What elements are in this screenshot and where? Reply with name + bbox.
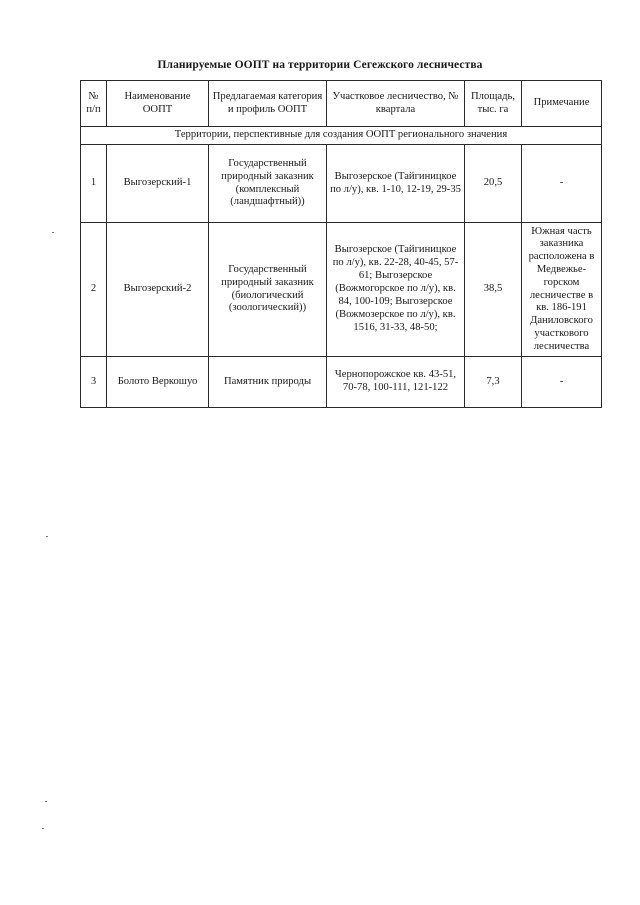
header-area: Площадь, тыс. га [465, 81, 522, 127]
row-forestry: Чернопорожское кв. 43-51, 70-78, 100-111, 121-122 [327, 357, 465, 408]
row-forestry: Выгозерское (Тайгиницкое по л/у), кв. 1-10, 12-19, 29-35 [327, 145, 465, 223]
scan-speck [42, 828, 44, 829]
row-category: Государственный природный заказник (комплексный (ландшафтный)) [209, 145, 327, 223]
scan-speck [45, 801, 47, 802]
row-name: Выгозерский-1 [107, 145, 209, 223]
row-number: 1 [81, 145, 107, 223]
row-name: Выгозерский-2 [107, 223, 209, 357]
table-row [81, 223, 602, 357]
row-category: Памятник природы [209, 357, 327, 408]
row-forestry: Выгозерское (Тайгиницкое по л/у), кв. 22-28, 40-45, 57-61; Выгозерское (Вожмогорское по л/у), кв. 84, 100-109; Выгозерское (Вожмозерское по л/у), кв. 1516, 31-33, 48-50; [327, 223, 465, 357]
section-row [81, 127, 602, 145]
table-row [81, 357, 602, 408]
row-area: 20,5 [465, 145, 522, 223]
header-category: Предлагаемая категория и профиль ООПТ [209, 81, 327, 127]
document-title: Планируемые ООПТ на территории Сегежского лесничества [157, 59, 483, 71]
header-forestry: Участковое лесничество, № квартала [327, 81, 465, 127]
row-number: 3 [81, 357, 107, 408]
table-row [81, 145, 602, 223]
section-label: Территории, перспективные для создания ООПТ регионального значения [81, 127, 602, 145]
header-number: № п/п [81, 81, 107, 127]
header-note: Примечание [522, 81, 602, 127]
row-name: Болото Веркошуо [107, 357, 209, 408]
row-number: 2 [81, 223, 107, 357]
oopt-table [80, 80, 602, 408]
table-header-row [81, 81, 602, 127]
row-category: Государственный природный заказник (биологический (зоологический)) [209, 223, 327, 357]
scan-speck [52, 232, 54, 233]
row-note: Южная часть заказника расположена в Медвежье-горском лесничестве в кв. 186-191 Даниловского участкового лесничества [522, 223, 602, 357]
scan-speck [46, 536, 48, 537]
row-area: 38,5 [465, 223, 522, 357]
row-note: - [522, 357, 602, 408]
row-area: 7,3 [465, 357, 522, 408]
header-name: Наименование ООПТ [107, 81, 209, 127]
row-note: - [522, 145, 602, 223]
